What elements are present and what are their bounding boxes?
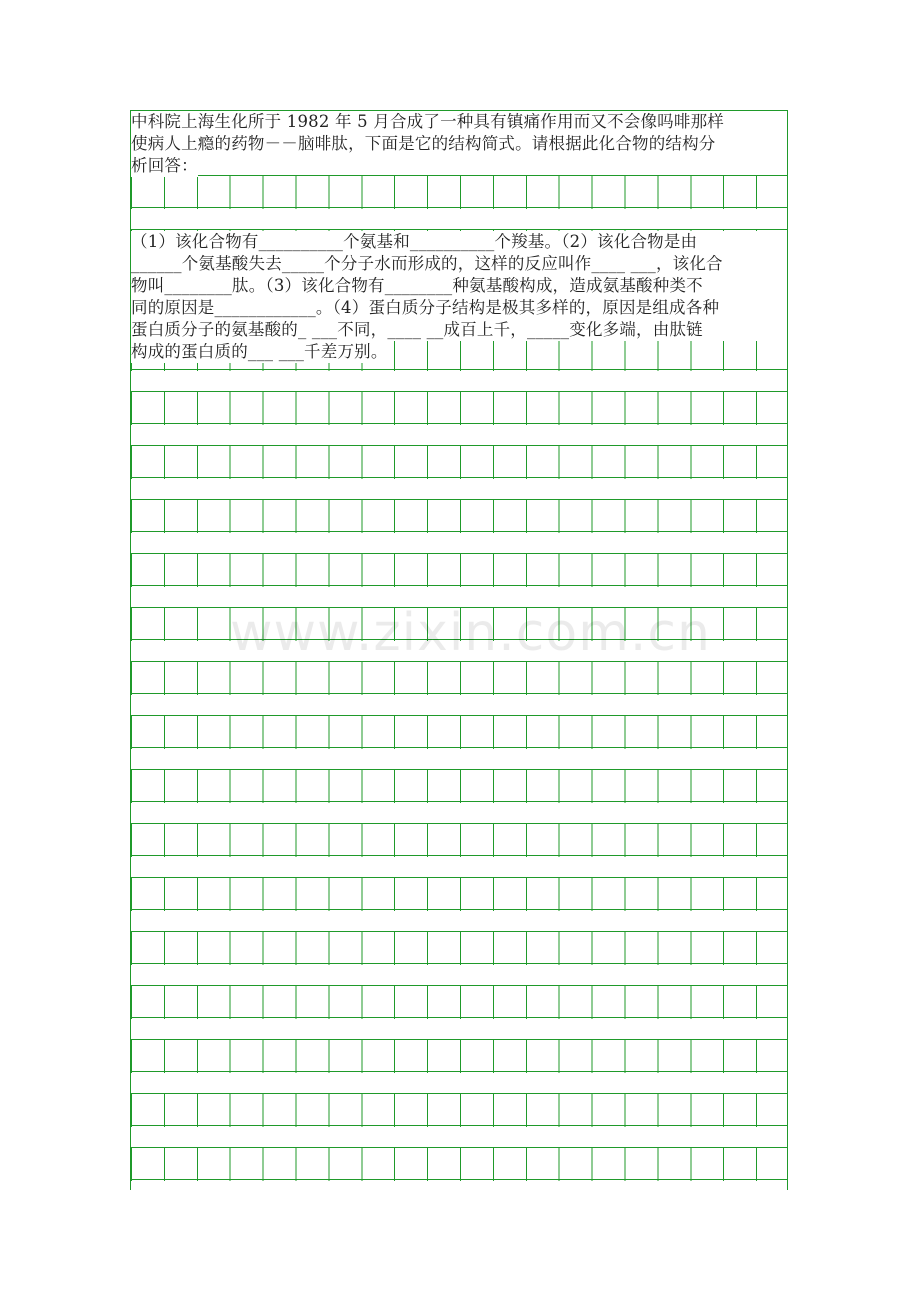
grid-cell-row (131, 715, 787, 748)
grid-gap (131, 803, 787, 823)
grid-cell-row (131, 877, 787, 910)
grid-cell-row (131, 661, 787, 694)
intro-line: 使病人上瘾的药物－－脑啡肽，下面是它的结构简式。请根据此化合物的结构分 (131, 133, 787, 155)
grid-gap (131, 1073, 787, 1093)
grid-cell-row (131, 769, 787, 802)
grid-gap (131, 641, 787, 661)
grid-gap (131, 533, 787, 553)
grid-gap (131, 1019, 787, 1039)
intro-paragraph (131, 111, 787, 183)
question-line: 同的原因是____________。（4）蛋白质分子结构是极其多样的，原因是组成各种 (131, 297, 787, 319)
grid-gap (131, 911, 787, 931)
answer-sheet-grid (130, 110, 788, 1190)
grid-cell-row (131, 1093, 787, 1126)
grid-cell-row (131, 445, 787, 478)
grid-cell-row (131, 931, 787, 964)
grid-cell-row (131, 553, 787, 586)
grid-cell-row (131, 985, 787, 1018)
grid-cell-row (131, 1039, 787, 1072)
grid-gap (131, 587, 787, 607)
grid-gap (131, 695, 787, 715)
grid-cell-row (131, 607, 787, 640)
grid-cell-row (131, 1147, 787, 1180)
questions-paragraph (131, 231, 787, 369)
grid-gap (131, 371, 787, 391)
grid-gap (131, 209, 787, 229)
grid-gap (131, 425, 787, 445)
grid-cell-row (131, 391, 787, 424)
question-line: （1）该化合物有__________个氨基和__________个羧基。（2）该化合物是由 (131, 231, 787, 253)
grid-gap (131, 857, 787, 877)
grid-gap (131, 1127, 787, 1147)
grid-gap (131, 965, 787, 985)
grid-gap (131, 749, 787, 769)
question-line: 蛋白质分子的氨基酸的_ ___不同，____ __成百上千，_____变化多端，由肽链 (131, 319, 787, 341)
grid-cell-row (131, 823, 787, 856)
grid-gap (131, 479, 787, 499)
question-line: 构成的蛋白质的___ ___千差万别。 (131, 342, 388, 361)
grid-cell-row (131, 499, 787, 532)
grid-gap (131, 1181, 787, 1191)
intro-line: 析回答： (131, 156, 198, 175)
intro-line: 中科院上海生化所于 1982 年 5 月合成了一种具有镇痛作用而又不会像吗啡那样 (131, 111, 787, 133)
question-line: ______个氨基酸失去_____个分子水而形成的，这样的反应叫作____ ___，该化合 (131, 253, 787, 275)
question-line: 物叫________肽。（3）该化合物有________种氨基酸构成，造成氨基酸种类不 (131, 275, 787, 297)
